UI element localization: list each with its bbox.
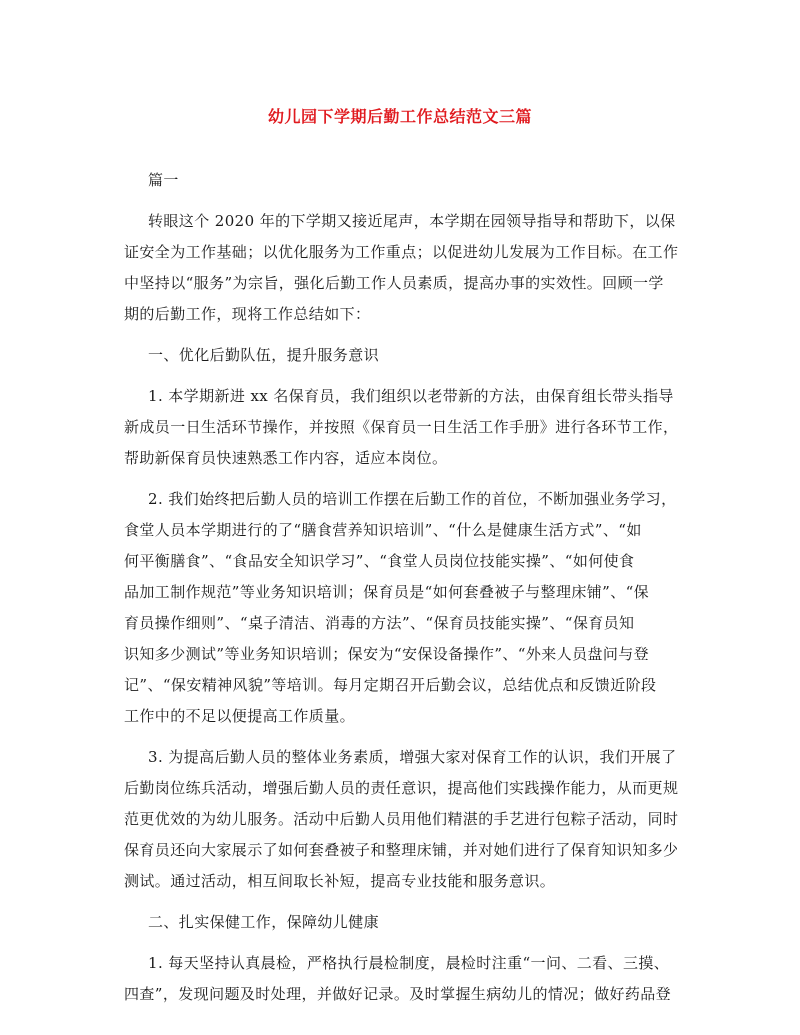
document-title: 幼儿园下学期后勤工作总结范文三篇 <box>267 107 532 126</box>
paragraph-line: 范更优效的为幼儿服务。活动中后勤人员用他们精湛的手艺进行包粽子活动，同时 <box>124 810 679 828</box>
list-item <box>124 948 672 1010</box>
paragraph-line: 一、优化后勤队伍，提升服务意识 <box>148 346 380 364</box>
paragraph-line: 转眼这个 2020 年的下学期又接近尾声，本学期在园领导指导和帮助下，以保 <box>148 212 676 230</box>
paragraph-line: 保育员还向大家展示了如何套叠被子和整理床铺，并对她们进行了保育知识知多少 <box>124 841 679 859</box>
paragraph-line: 帮助新保育员快速熟悉工作内容，适应本岗位。 <box>124 449 448 467</box>
paragraph-line: 工作中的不足以便提高工作质量。 <box>124 707 356 725</box>
paragraph-line: 测试。通过活动，相互间取长补短，提高专业技能和服务意识。 <box>124 872 556 890</box>
paragraph-line: 证安全为工作基础；以优化服务为工作重点；以促进幼儿发展为工作目标。在工作 <box>124 243 679 261</box>
paragraph-line: 中坚持以“服务”为宗旨，强化后勤工作人员素质，提高办事的实效性。回顾一学 <box>124 274 664 292</box>
list-item <box>124 484 677 732</box>
paragraph-line: 后勤岗位练兵活动，增强后勤人员的责任意识，提高他们实践操作能力，从而更规 <box>124 779 679 797</box>
paragraph-line: 期的后勤工作，现将工作总结如下： <box>124 305 371 323</box>
paragraph-line: 2. 我们始终把后勤人员的培训工作摆在后勤工作的首位，不断加强业务学习， <box>148 490 677 508</box>
paragraph-line: 品加工制作规范”等业务知识培训；保育员是“如何套叠被子与整理床铺”、“保 <box>124 583 650 601</box>
paragraph-line: 识知多少测试”等业务知识培训；保安为“安保设备操作”、“外来人员盘问与登 <box>124 645 650 663</box>
paragraph-line: 1. 本学期新进 xx 名保育员，我们组织以老带新的方法，由保育组长带头指导 <box>148 387 674 405</box>
document-body <box>124 165 679 1020</box>
paragraph-line: 3. 为提高后勤人员的整体业务素质，增强大家对保育工作的认识，我们开展了 <box>148 748 677 766</box>
intro-paragraph <box>124 206 679 330</box>
paragraph-line: 何平衡膳食”、“食品安全知识学习”、“食堂人员岗位技能实操”、“如何使食 <box>124 552 635 570</box>
paragraph-line: 食堂人员本学期进行的了“膳食营养知识培训”、“什么是健康生活方式”、“如 <box>124 521 642 539</box>
paragraph-line: 篇一 <box>148 171 179 189</box>
paragraph-line: 1. 每天坚持认真晨检，严格执行晨检制度，晨检时注重“一问、二看、三摸、 <box>148 954 670 972</box>
paragraph-line: 育员操作细则”、“桌子清洁、消毒的方法”、“保育员技能实操”、“保育员知 <box>124 614 635 632</box>
section-label <box>148 165 663 196</box>
list-item <box>124 381 679 474</box>
paragraph-line: 二、扎实保健工作，保障幼儿健康 <box>148 913 380 931</box>
section-heading <box>148 907 663 938</box>
list-item <box>124 742 679 897</box>
paragraph-line: 记”、“保安精神风貌”等培训。每月定期召开后勤会议，总结优点和反馈近阶段 <box>124 676 657 694</box>
paragraph-line: 四查”，发现问题及时处理，并做好记录。及时掌握生病幼儿的情况；做好药品登 <box>124 985 672 1003</box>
paragraph-line: 新成员一日生活环节操作，并按照《保育员一日生活工作手册》进行各环节工作， <box>124 418 679 436</box>
section-heading <box>148 340 663 371</box>
